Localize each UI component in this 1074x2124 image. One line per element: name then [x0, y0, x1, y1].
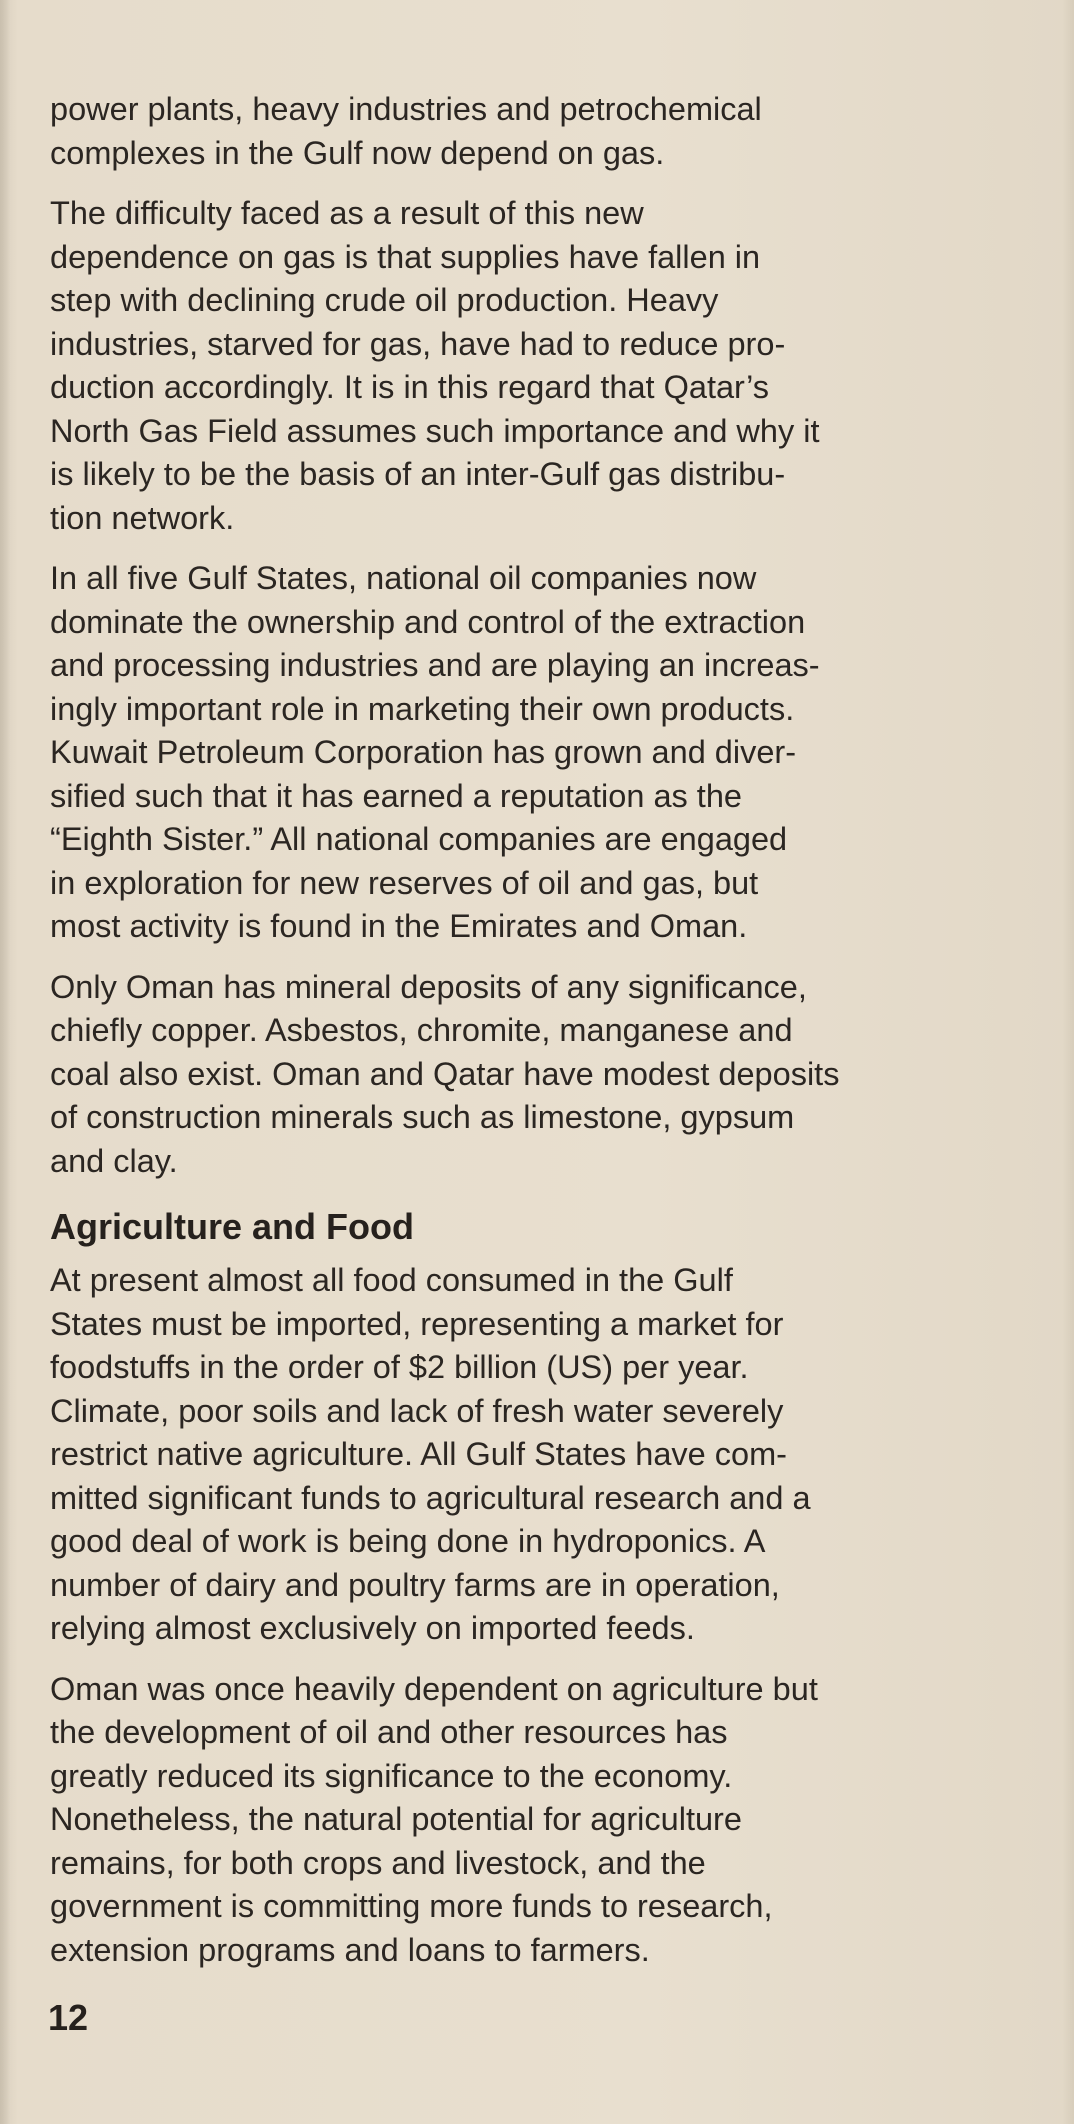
- page-gutter-shadow: [0, 0, 10, 2124]
- body-text: [50, 88, 980, 1989]
- paragraph-oman-agriculture: Oman was once heavily dependent on agriculture but the development of oil and other resources has greatly reduced its significance to the economy. Nonetheless, the natural potential for agriculture remains, for both crops and livestock, and the government is committing more funds to research, extension programs and loans to farmers.: [50, 1670, 818, 1968]
- page-edge: [1062, 0, 1074, 2124]
- section-heading: Agriculture and Food: [50, 1206, 414, 1247]
- paragraph-food-imports: At present almost all food consumed in the Gulf States must be imported, representing a market for foodstuffs in the order of $2 billion (US) per year. Climate, poor soils and lack of fresh water severely restrict native agriculture. All Gulf States have com- mitted significant funds to agricultural research and a good deal of work is being done in hydroponics. A number of dairy and poultry farms are in operation, relying almost exclusively on imported feeds.: [50, 1262, 811, 1646]
- paragraph-gas-supply: The difficulty faced as a result of this new dependence on gas is that supplies have fallen in step with declining crude oil production. Heavy industries, starved for gas, have had to reduce pro- duction accordingly. It is in this regard that Qatar’s North Gas Field assumes such importance and why it is likely to be the basis of an inter-Gulf gas distribu- tion network.: [50, 195, 820, 536]
- paragraph-gas-dependence: power plants, heavy industries and petrochemical complexes in the Gulf now depend on gas.: [50, 91, 762, 171]
- paragraph-national-oil-companies: In all five Gulf States, national oil companies now dominate the ownership and control of the extraction and processing industries and are playing an increas- ingly important role in marketing their own products. Kuwait Petroleum Corporation has grown and diver- sified such that it has earned a reputation as the “Eighth Sister.” All national companies are engaged in exploration for new reserves of oil and gas, but most activity is found in the Emirates and Oman.: [50, 560, 820, 944]
- page-number: 12: [48, 1997, 89, 2038]
- paragraph-minerals: Only Oman has mineral deposits of any significance, chiefly copper. Asbestos, chromite, manganese and coal also exist. Oman and Qatar have modest deposits of construction minerals such as limestone, gypsum and clay.: [50, 968, 840, 1179]
